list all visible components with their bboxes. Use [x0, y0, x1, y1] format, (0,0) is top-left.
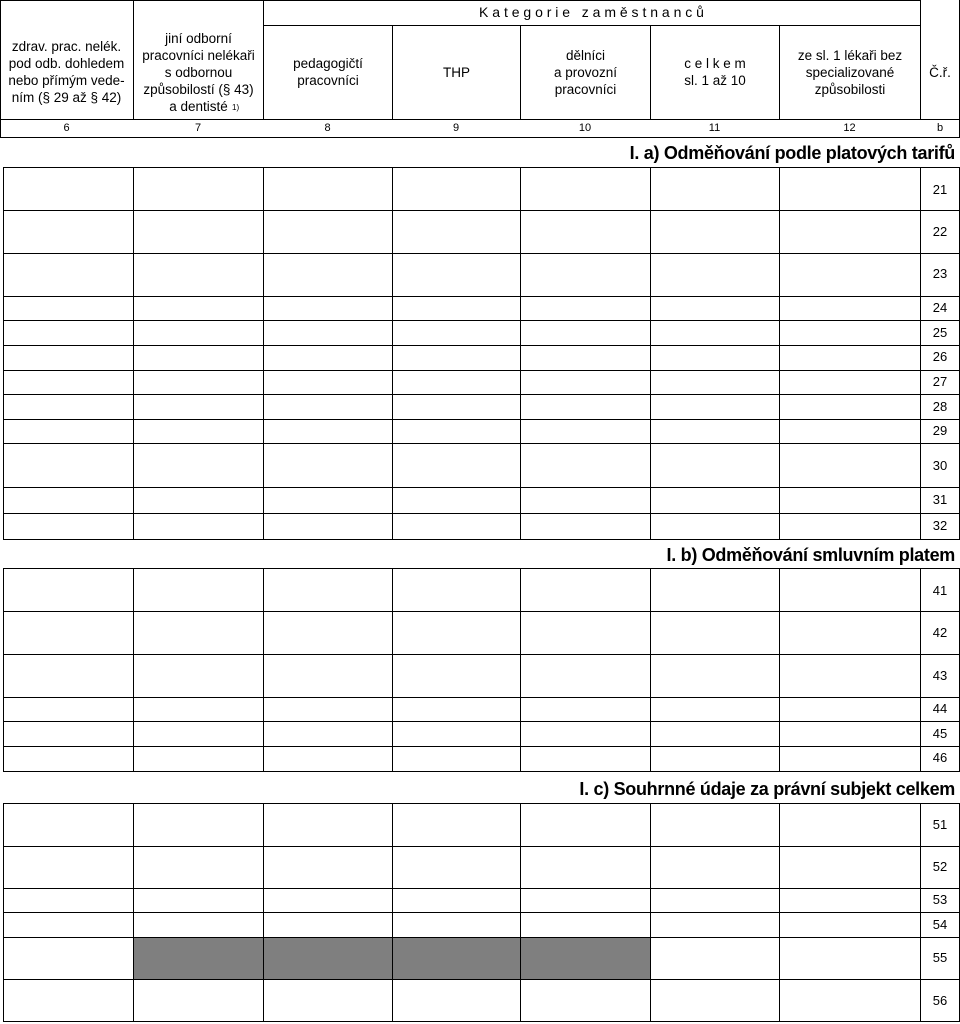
column-number: 6 [63, 122, 70, 134]
row-number: 30 [932, 458, 948, 473]
section-title-a: I. a) Odměňování podle platových tarifů [629, 143, 955, 163]
row-number: 41 [932, 583, 948, 598]
column-number: 12 [843, 122, 856, 134]
column-number: b [936, 122, 944, 134]
header-col7 [134, 25, 263, 119]
category-title: K a t e g o r i e z a m ě s t n a n c ů [479, 4, 704, 20]
header-col7-text: jiní odborní pracovníci nelékaři s odbornou způsobilostí (§ 43) a dentisté [142, 30, 255, 114]
row-number: 24 [932, 300, 948, 315]
row-number: 53 [932, 892, 948, 907]
column-number: 9 [452, 122, 460, 134]
column-number: 7 [194, 122, 202, 134]
header-col8: pedagogičtí pracovníci [293, 56, 363, 88]
row-number: 23 [932, 266, 948, 281]
row-number: 54 [932, 917, 948, 932]
header-col10: dělníci a provozní pracovníci [553, 47, 618, 97]
row-number: 22 [932, 224, 948, 239]
row-number: 28 [932, 399, 948, 414]
section-title-b: I. b) Odměňování smluvním platem [666, 545, 955, 565]
row-number: 29 [932, 423, 948, 438]
header-col7-footnote: 1) [232, 103, 240, 112]
row-number: 32 [932, 518, 948, 533]
row-number: 27 [932, 374, 948, 389]
row-number: 42 [932, 625, 948, 640]
row-number: 55 [932, 950, 948, 965]
row-number: 51 [932, 817, 948, 832]
row-number: 45 [932, 726, 948, 741]
column-number: 10 [578, 122, 592, 134]
column-number: 11 [708, 122, 721, 134]
header-col9: THP [443, 64, 470, 80]
row-number: 56 [932, 993, 948, 1008]
row-number: 21 [932, 182, 948, 197]
header-row-number: Č.ř. [929, 64, 951, 80]
row-number: 26 [932, 349, 948, 364]
row-number: 52 [932, 859, 948, 874]
row-number: 43 [932, 668, 948, 683]
row-number: 31 [932, 492, 948, 507]
header-col11: c e l k e m sl. 1 až 10 [684, 56, 746, 88]
header-col12: ze sl. 1 lékaři bez specializované způsobilosti [797, 47, 903, 97]
column-number: 8 [324, 122, 331, 134]
section-title-c: I. c) Souhrnné údaje za právní subjekt celkem [579, 779, 955, 799]
row-number: 46 [932, 750, 948, 765]
header-col6: zdrav. prac. nelék. pod odb. dohledem nebo přímým vede- ním (§ 29 až § 42) [8, 39, 125, 105]
row-number: 25 [932, 325, 948, 340]
row-number: 44 [932, 701, 948, 716]
